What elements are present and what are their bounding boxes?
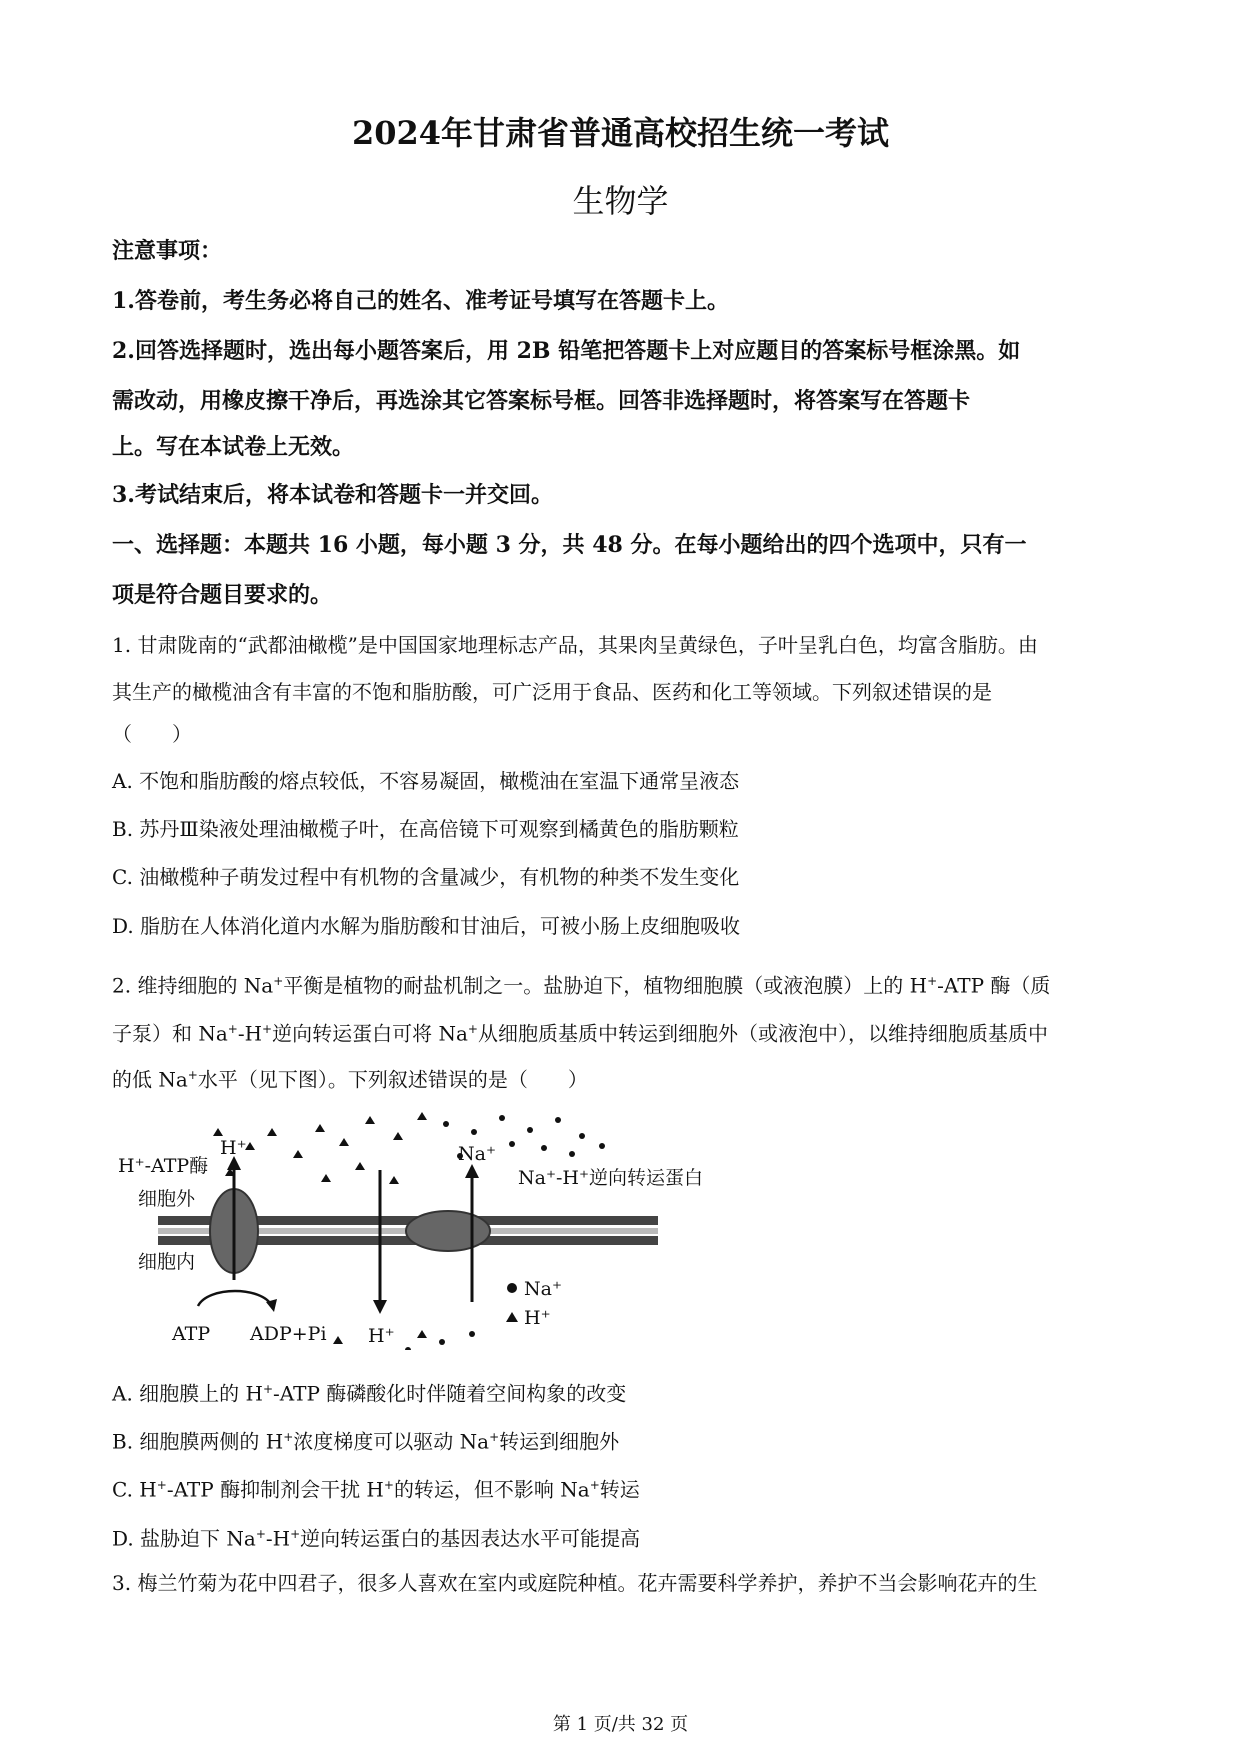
notice-item-1: 1.答卷前，考生务必将自己的姓名、准考证号填写在答题卡上。 <box>112 288 729 314</box>
section-heading-line-1: 一、选择题：本题共 16 小题，每小题 3 分，共 48 分。在每小题给出的四个选项中，只有一 <box>112 532 1027 558</box>
notice-heading: 注意事项： <box>112 238 223 264</box>
page-number: 第 1 页/共 32 页 <box>552 1714 689 1735</box>
q3-stem-line-1: 3. 梅兰竹菊为花中四君子，很多人喜欢在室内或庭院种植。花卉需要科学养护，养护不当会影响花卉的生 <box>112 1571 1038 1595</box>
legend-h-label: H⁺ <box>524 1307 551 1329</box>
extracellular-label: 细胞外 <box>138 1188 196 1210</box>
q1-option-d: D. 脂肪在人体消化道内水解为脂肪酸和甘油后，可被小肠上皮细胞吸收 <box>112 914 741 938</box>
q2-option-c: C. H+-ATP 酶抑制剂会干扰 H+的转运，但不影响 Na+转运 <box>112 1477 640 1502</box>
legend-na-marker <box>507 1283 517 1293</box>
notice-item-3: 3.考试结束后，将本试卷和答题卡一并交回。 <box>112 482 553 508</box>
exam-title: 2024年甘肃省普通高校招生统一考试 <box>351 114 890 152</box>
legend-h-marker <box>506 1312 518 1322</box>
h-ion-top-label: H⁺ <box>220 1137 247 1159</box>
antiporter-protein <box>406 1211 490 1251</box>
legend-na-label: Na⁺ <box>524 1278 562 1300</box>
q2-stem-line-2: 子泵）和 Na+-H+逆向转运蛋白可将 Na+从细胞质基质中转运到细胞外（或液泡中），以维持细胞质基质中 <box>112 1021 1048 1046</box>
q2-option-d: D. 盐胁迫下 Na+-H+逆向转运蛋白的基因表达水平可能提高 <box>112 1526 641 1551</box>
q1-answer-blank: （ ） <box>112 722 192 746</box>
na-ion-top-label: Na⁺ <box>458 1143 496 1165</box>
atp-label: ATP <box>172 1323 211 1345</box>
notice-item-2-line-2: 需改动，用橡皮擦干净后，再选涂其它答案标号框。回答非选择题时，将答案写在答题卡 <box>112 388 971 414</box>
q2-stem-line-3: 的低 Na+水平（见下图）。下列叙述错误的是（ ） <box>112 1067 588 1092</box>
notice-item-2-line-1: 2.回答选择题时，选出每小题答案后，用 2B 铅笔把答题卡上对应题目的答案标号框涂黑。如 <box>112 338 1021 364</box>
subject-title: 生物学 <box>572 182 669 220</box>
section-heading-line-2: 项是符合题目要求的。 <box>112 582 333 608</box>
q2-option-b: B. 细胞膜两侧的 H+浓度梯度可以驱动 Na+转运到细胞外 <box>112 1429 620 1454</box>
h-atpase-label: H⁺-ATP酶 <box>118 1155 209 1177</box>
h-ion-bottom-label: H⁺ <box>368 1325 395 1347</box>
adp-pi-label: ADP+Pi <box>250 1323 327 1345</box>
q1-option-b: B. 苏丹Ⅲ染液处理油橄榄子叶，在高倍镜下可观察到橘黄色的脂肪颗粒 <box>112 817 739 841</box>
q1-stem-line-1: 1. 甘肃陇南的“武都油橄榄”是中国国家地理标志产品，其果肉呈黄绿色，子叶呈乳白色，均富含脂肪。由 <box>112 633 1038 657</box>
antiporter-label: Na⁺-H⁺逆向转运蛋白 <box>518 1167 703 1189</box>
q1-option-a: A. 不饱和脂肪酸的熔点较低，不容易凝固，橄榄油在室温下通常呈液态 <box>112 769 740 793</box>
membrane-transport-diagram <box>112 1110 752 1350</box>
q2-stem-line-1: 2. 维持细胞的 Na+平衡是植物的耐盐机制之一。盐胁迫下，植物细胞膜（或液泡膜）上的 H+-ATP 酶（质 <box>112 973 1051 998</box>
q1-option-c: C. 油橄榄种子萌发过程中有机物的含量减少，有机物的种类不发生变化 <box>112 865 740 889</box>
intracellular-label: 细胞内 <box>138 1251 196 1273</box>
ion-scatter-bottom <box>333 1330 475 1350</box>
atp-conversion-arrow <box>198 1291 272 1306</box>
q2-option-a: A. 细胞膜上的 H+-ATP 酶磷酸化时伴随着空间构象的改变 <box>112 1381 627 1406</box>
notice-item-2-line-3: 上。写在本试卷上无效。 <box>112 434 355 460</box>
q1-stem-line-2: 其生产的橄榄油含有丰富的不饱和脂肪酸，可广泛用于食品、医药和化工等领域。下列叙述错误的是 <box>112 680 992 704</box>
